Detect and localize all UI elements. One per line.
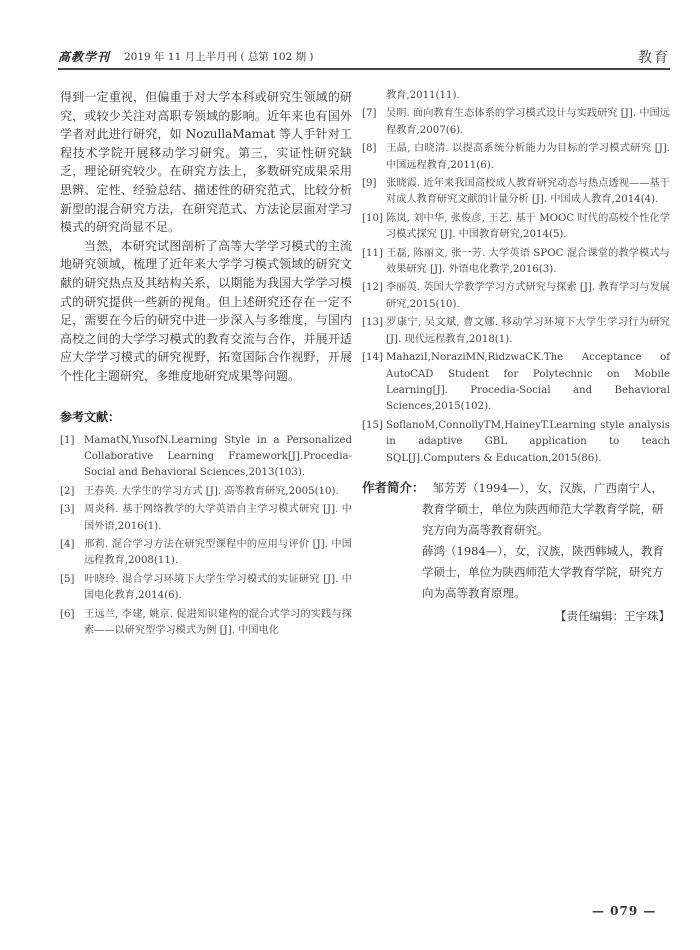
reference-number: [10]	[362, 212, 383, 224]
journal-name: 高教学刊	[58, 50, 111, 64]
reference-text: 吴明. 面向教育生态体系的学习模式设计与实践研究 [J]. 中国远程教育,2007(6).	[386, 108, 670, 136]
reference-number: [4]	[60, 538, 75, 550]
reference-text: 王远兰, 李建, 姚京. 促进知识建构的混合式学习的实践与探索——以研究型学习模式为例 [J]. 中国电化	[84, 608, 352, 636]
body-paragraph-2: 当然，本研究试图剖析了高等大学学习模式的主流地研究领域，梳理了近年来大学学习模式领域的研究文献的研究热点及其结构关系，以期能为我国大学学习模式的研究提供一些新的视角。但上述研究还存在一定不足，需要在今后的研究中进一步深入与多维度，与国内高校之间的大学学习模式的教育交流与合作，并展开适应大学学习模式的研究视野，拓宽国际合作视野，开展个性化主题研究，多维度地研究成果等问题。	[60, 238, 352, 383]
reference-number: [14]	[362, 352, 383, 364]
reference-item	[362, 141, 670, 174]
reference-item	[362, 211, 670, 244]
reference-text: 罗康宁, 吴文斌, 曹文娜. 移动学习环境下大学生学习行为研究 [J]. 现代远程教育,2018(1).	[386, 317, 670, 345]
author-bio	[362, 477, 670, 604]
author-bio-text: 邹芳芳（1994—），女，汉族，广西南宁人，教育学硕士，单位为陕西师范大学教育学院，研究方向为高等教育研究。	[422, 480, 664, 537]
body-paragraph-1: 得到一定重视，但偏重于对大学本科或研究生领域的研究，或较少关注对高职专领域的影响。近年来也有国外学者对此进行研究，如 NozullaMamat 等人手针对工程技术学院开展移动学习研究。第三，实证性研究缺乏，理论研究较少。在研究方法上，多数研究成果采用思辨、定性、经验总结、描述性的研究范式，比较分析新型的混合研究方法，在研究范式、方法论层面对学习模式的研究尚显不足。	[60, 90, 352, 235]
reference-text: 邢莉. 混合学习方法在研究型课程中的应用与评价 [J]. 中国远程教育,2008(11).	[84, 538, 352, 567]
reference-continuation: 教育,2011(11).	[386, 90, 460, 101]
header-rule	[58, 68, 670, 70]
reference-number: [13]	[362, 317, 383, 329]
reference-number: [5]	[60, 573, 75, 585]
reference-text: MamatN,YusofN.Learning Style in a Personalized Collaborative Learning Framework[J].Procedia-Social and Behavioral Sciences,2013(103).	[84, 434, 352, 479]
reference-number: [6]	[60, 608, 75, 620]
reference-number: [15]	[362, 419, 383, 431]
reference-item	[362, 106, 670, 139]
reference-number: [2]	[60, 485, 75, 497]
author-label: 作者简介：	[362, 479, 425, 495]
reference-number: [1]	[60, 434, 75, 446]
left-column	[60, 88, 352, 641]
reference-item	[362, 246, 670, 279]
reference-number: [8]	[362, 143, 377, 155]
reference-number: [3]	[60, 504, 75, 516]
reference-text: 王晶, 白晓清. 以提高系统分析能力为目标的学习模式研究 [J]. 中国远程教育,2011(6).	[386, 143, 670, 171]
reference-item	[60, 572, 352, 605]
reference-item	[362, 350, 670, 416]
reference-item	[60, 607, 352, 640]
responsible-editor: 【责任编辑：王宇珠】	[555, 608, 670, 623]
reference-text: 周炎科. 基于网络教学的大学英语自主学习模式研究 [J]. 中国外语,2016(1).	[84, 504, 352, 532]
reference-text: MahaziI,NoraziMN,RidzwaCK.The Acceptance of AutoCAD Student for Polytechnic on Mobile Learning[J]. Procedia-Social and Behavioral Sciences,2015(102).	[386, 352, 670, 413]
reference-text: SoflanoM,ConnollyTM,HaineyT.Learning style analysis in adaptive GBL application to teach SQL[J].Computers & Education,2015(86).	[386, 419, 670, 464]
reference-text: 李丽英. 英国大学教学学习方式研究与探索 [J]. 教育学习与发展研究,2015(10).	[386, 282, 670, 310]
reference-item	[362, 280, 670, 313]
reference-text: 叶晓玲. 混合学习环境下大学生学习模式的实证研究 [J]. 中国电化教育,2014(6).	[84, 573, 352, 602]
reference-item	[362, 176, 670, 209]
reference-number: [9]	[362, 178, 377, 190]
reference-number: [11]	[362, 247, 383, 259]
author-bio-first	[362, 477, 670, 541]
running-header	[58, 46, 670, 68]
reference-item	[60, 484, 352, 500]
reference-number: [12]	[362, 282, 383, 294]
right-column	[362, 88, 670, 624]
reference-text: 王春英. 大学生的学习方式 [J]. 高等教育研究,2005(10).	[84, 485, 339, 497]
reference-item	[362, 418, 670, 467]
reference-text: 王磊, 陈丽文, 张一芳. 大学英语 SPOC 混合课堂的教学模式与效果研究 [J]. 外语电化教学,2016(3).	[386, 247, 670, 276]
reference-item	[60, 537, 352, 570]
page-number: — 079 —	[592, 904, 657, 918]
references-title: 参考文献：	[60, 409, 121, 424]
reference-text: 陈岚, 刘中华, 张俊彦, 王艺. 基于 MOOC 时代的高校个性化学习模式探究 [J]. 中国教育研究,2014(5).	[386, 212, 670, 241]
issue-info: 2019 年 11 月上半月刊 ( 总第 102 期 )	[124, 51, 314, 63]
reference-item	[60, 502, 352, 535]
reference-text: 张晓霞. 近年来我国高校成人教育研究动态与热点透视——基于对成人教育研究文献的计量分析 [J]. 中国成人教育,2014(4).	[386, 178, 670, 206]
reference-number: [7]	[362, 108, 377, 120]
author-bio-second: 薛鸿（1984—），女，汉族，陕西韩城人，教育学硕士，单位为陕西师范大学教育学院，研究方向为高等教育原理。	[422, 543, 665, 600]
section-name: 教育	[638, 50, 670, 66]
reference-item	[60, 433, 352, 482]
reference-item	[362, 315, 670, 348]
